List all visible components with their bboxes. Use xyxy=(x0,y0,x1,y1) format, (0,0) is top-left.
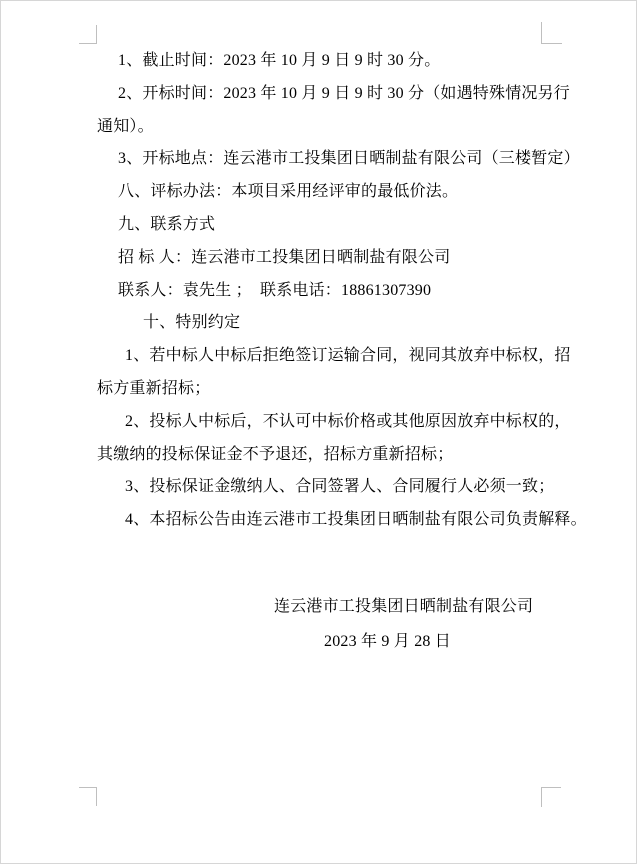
text-line-term-4: 4、本招标公告由连云港市工投集团日晒制盐有限公司负责解释。 xyxy=(125,511,587,529)
text-boundary-mark-bottom-left xyxy=(79,787,97,806)
text-line-special-terms-heading: 十、特别约定 xyxy=(143,314,241,332)
text-line-deadline: 1、截止时间：2023 年 10 月 9 日 9 时 30 分。 xyxy=(118,52,441,69)
text-line-notice-wrap: 通知）。 xyxy=(97,117,154,135)
text-line-term-2-wrap: 其缴纳的投标保证金不予退还，招标方重新招标； xyxy=(97,445,454,463)
text-line-contact-phone: 联系人：袁先生 ； 联系电话：18861307390 xyxy=(118,281,432,299)
text-line-term-3: 3、投标保证金缴纳人、合同签署人、合同履行人必须一致； xyxy=(125,478,555,496)
text-line-term-2: 2、投标人中标后，不认可中标价格或其他原因放弃中标权的， xyxy=(125,412,571,430)
text-line-tenderer: 招 标 人：连云港市工投集团日晒制盐有限公司 xyxy=(118,248,451,266)
text-line-term-1-wrap: 标方重新招标； xyxy=(97,379,211,397)
text-boundary-mark-top-left xyxy=(79,25,97,44)
signature-date: 2023 年 9 月 28 日 xyxy=(324,632,452,650)
text-line-contact-heading: 九、联系方式 xyxy=(118,215,216,233)
text-boundary-mark-bottom-right xyxy=(541,787,561,807)
blank-space xyxy=(97,537,557,591)
text-area xyxy=(97,1,587,659)
signature-company: 连云港市工投集团日晒制盐有限公司 xyxy=(274,597,534,615)
text-line-term-1: 1、若中标人中标后拒绝签订运输合同，视同其放弃中标权，招 xyxy=(125,347,571,365)
text-line-evaluation-method: 八、评标办法：本项目采用经评审的最低价法。 xyxy=(118,183,459,201)
text-line-bid-opening-place: 3、开标地点：连云港市工投集团日晒制盐有限公司（三楼暂定） xyxy=(118,150,580,168)
text-line-bid-opening-time: 2、开标时间：2023 年 10 月 9 日 9 时 30 分（如遇特殊情况另行 xyxy=(118,84,571,102)
